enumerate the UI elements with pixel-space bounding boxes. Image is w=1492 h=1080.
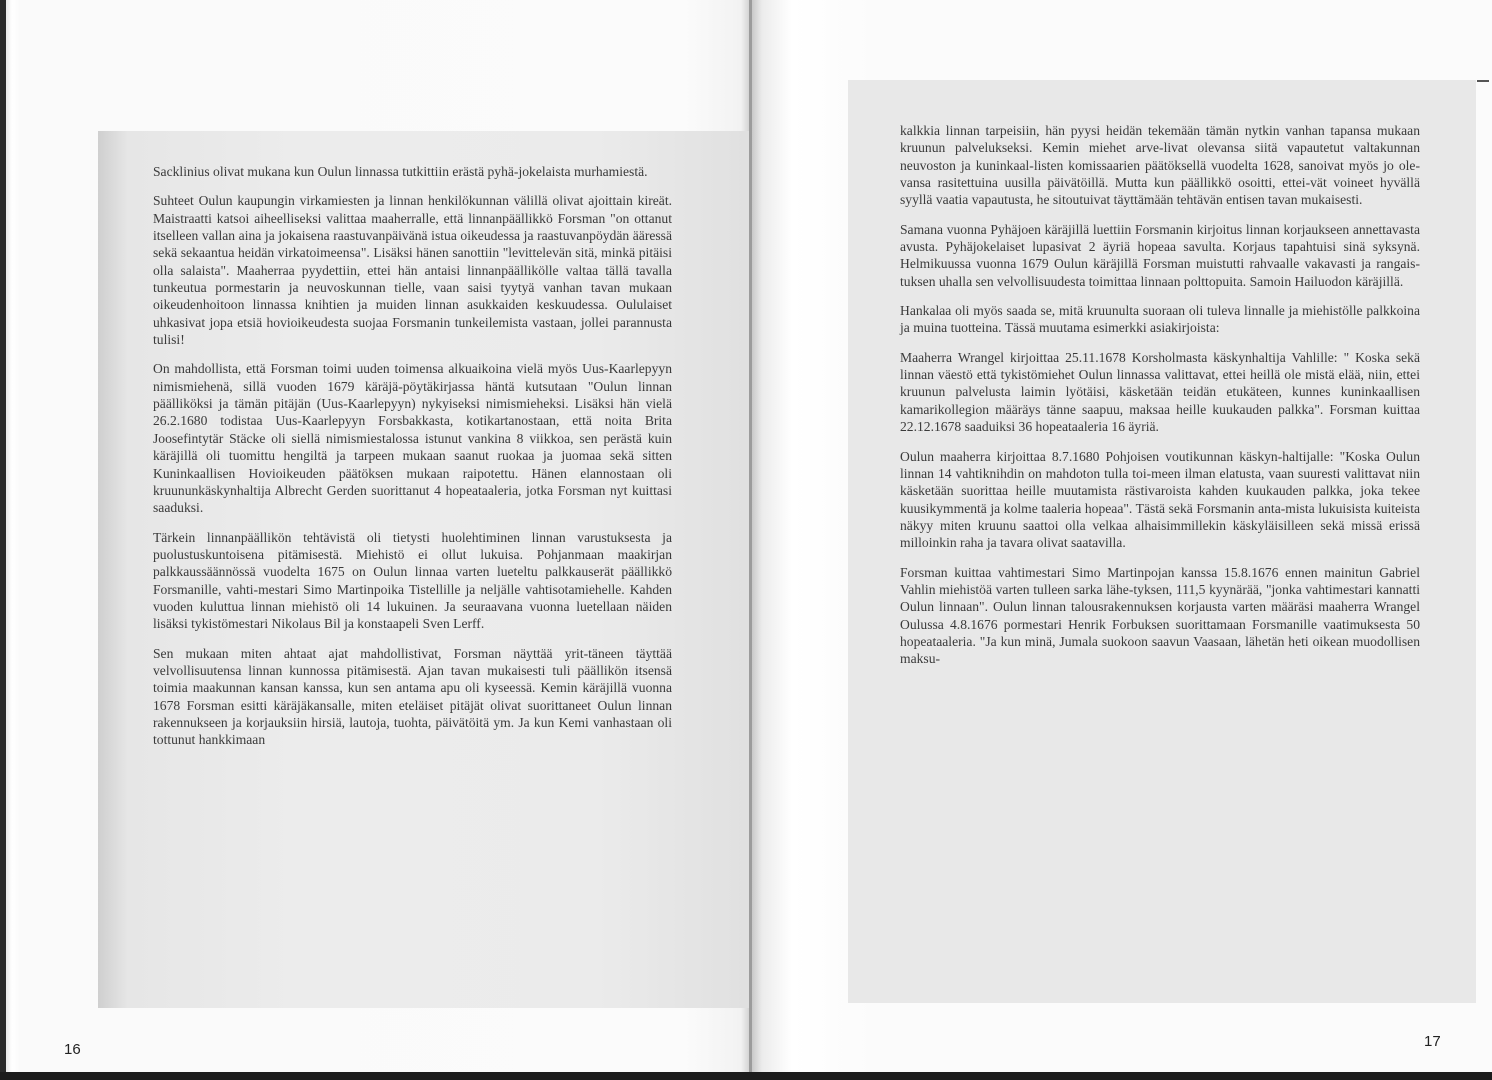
- left-page-text-block: [98, 131, 760, 1008]
- paragraph: Hankalaa oli myös saada se, mitä kruunulta suoraan oli tuleva linnalle ja miehistölle palkkoina ja muina tuotteina. Tässä muutama esimerkki asiakirjoista:: [900, 303, 1420, 336]
- paragraph: Maaherra Wrangel kirjoittaa 25.11.1678 Korsholmasta käskynhaltija Vahlille: " Koska sekä linnan väestö että tykistömiehet Oulun linnassa valittavat, ettei heillä ole mistä elää, niin, ettei kruunun palvelusta laimin lyötäisi, käsketään teidän etukäteen, kunnes kuninkaallisen kamarikollegion määräys tänne saapuu, maksaa heille kuukauden palkka". Forsman kuittaa 22.12.1678 saaduiksi 36 hopeataaleria 16 äyriä.: [900, 349, 1420, 435]
- paragraph: Samana vuonna Pyhäjoen käräjillä luettiin Forsmanin kirjoitus linnan korjaukseen annettavasta avusta. Pyhäjokelaiset lupasivat 2 äyriä hopeaa savulta. Korjaus tapahtuisi sinä syksynä. Helmikuussa vuonna 1679 Oulun käräjillä Forsman muistutti rahvaalle vakavasti ja rangais-tuksen uhalla sen velvollisuudesta toimittaa linnaan polttopuita. Samoin Hailuodon käräjillä.: [900, 221, 1420, 289]
- paragraph: On mahdollista, että Forsman toimi uuden toimensa alkuaikoina vielä myös Uus-Kaarlepyyn nimismiehenä, sillä vuoden 1679 käräjä-pöytäkirjassa häntä kutsutaan "Oulun linnan päälliköksi ja tämän pitäjän (Uus-Kaarlepyyn) nykyiseksi nimismieheksi. Lisäksi hän vielä 26.2.1680 todistaa Uus-Kaarlepyyn Forsbakkasta, kotikartanostaan, että noita Brita Joosefintytär Stäcke oli siellä nimismiestalossa istunut vankina 8 viikkoa, sen perästä kuin käräjillä oli tuomittu hengiltä ja tarpeen mukaan saanut ruokaa ja juomaa sekä sitten Kuninkaallisen Hovioikeuden päätöksen mukaan raipotettu. Hänen elannostaan oli kruununkäskynhaltija Albrecht Gerden suorittanut 4 hopeataaleria, jotka Forsman nyt kuittasi saaduksi.: [153, 361, 672, 516]
- paragraph: Forsman kuittaa vahtimestari Simo Martinpojan kanssa 15.8.1676 ennen mainitun Gabriel Vahlin miehistöä varten tulleen sarka lähe-tyksen, 111,5 kyynärää, "jonka vahtimestari kannatti Oulun linnaan". Oulun linnan talousrakennuksen korjausta varten määräsi maaherra Wrangel Oulussa 4.8.1676 pormestari Henrik Forbuksen suorittamaan Forsmanille vaatimuksesta 50 hopeataaleria. "Ja kun minä, Jumala suokoon saavun Vaasaan, lähetän heti oikean muodollisen maksu-: [900, 564, 1420, 667]
- paragraph: Sacklinius olivat mukana kun Oulun linnassa tutkittiin erästä pyhä-jokelaista murhamiestä.: [153, 164, 648, 179]
- paragraph: Tärkein linnanpäällikön tehtävistä oli tietysti huolehtiminen linnan varustuksesta ja puolustuskuntoisena pitämisestä. Miehistö ei ollut lukuisa. Pohjanmaan maakirjan palkkaussäännössä vuodelta 1675 on Oulun linnaa varten lueteltu palkkauserät päällikkö Forsmanille, vahti-mestari Simo Martinpoika Tistellille ja neljälle vahtisotamiehelle. Kahden vuoden kuluttua linnan miehistö oli 14 lukuinen. Ja seuraavana vuonna luetellaan näiden lisäksi tykistömestari Nikolaus Bil ja konstaapeli Sven Lerff.: [153, 529, 672, 632]
- paragraph: Sen mukaan miten ahtaat ajat mahdollistivat, Forsman näyttää yrit-täneen täyttää velvollisuutensa linnan kunnossa pitämisestä. Ajan tavan mukaisesti tuli päällikön itsensä toimia maakunnan kansan kanssa, kun sen antama apu oli kyseessä. Kemin käräjillä vuonna 1678 Forsman esitti käräjäkansalle, miten eteläiset pitäjät olivat suorittaneet Oulun linnan rakennukseen ja korjauksiin hirsiä, lautoja, tuohta, päivätöitä ym. Ja kun Kemi vanhastaan oli tottunut hankkimaan: [153, 645, 672, 748]
- page-number-left: 16: [64, 1041, 81, 1058]
- paragraph: Oulun maaherra kirjoittaa 8.7.1680 Pohjoisen voutikunnan käskyn-haltijalle: "Koska Oulun linnan 14 vahtiknihdin on mahdoton tulla toi-meen ilman elatusta, vaan suuresti valittavat niin käsketään suorittaa heille muutamista rästivaroista kahden kuukauden palkka, joka tekee kuusikymmentä ja kolme taaleria hopeaa". Tästä sekä Forsmanin anta-mista lukuisista kuiteista näkyy miten kruunu saattoi olla velkaa alhaisimmillekin käskyläisilleen sekä missä erissä milloinkin raha ja tavara olivat saatavilla.: [900, 448, 1420, 551]
- scan-corner-mark: [1477, 80, 1489, 82]
- paragraph: Suhteet Oulun kaupungin virkamiesten ja linnan henkilökunnan välillä olivat ajoittain kireät. Maistraatti katsoi aiheelliseksi valittaa maaherralle, että linnanpäällikkö Forsman "on ottanut itselleen vallan aina ja jokaisena raastuvanpäivänä istua oikeudessa ja raastuvanpöydän ääressä sekä sekaantua heidän virkatoimeensa". Lisäksi hänen sanottiin "levittelevän sitä, minkä pitäisi olla salaista". Maaherraa pyydettiin, ettei hän antaisi linnanpäällikölle valtaa tällä tavalla tunkeutua pormestarin ja neuvoskunnan tielle, vaan saisi tyytyä vanhan tavan mukaan oikeudenhoitoon linnassa knihtien ja muiden linnan asukkaiden keskuudessa. Oululaiset uhkasivat jopa etsiä hovioikeudesta suojaa Forsmanin tunkeilemista vastaan, jollei parannusta tulisi!: [153, 193, 672, 348]
- paragraph: kalkkia linnan tarpeisiin, hän pyysi heidän tekemään tämän nytkin vanhan tapansa mukaan kruunun palvelukseksi. Kemin miehet arve-livat olevansa siitä vapautetut valtakunnan neuvoston ja kuninkaal-listen komissaarien päätöksellä vuodelta 1628, sanoivat myös jo ole-vansa rasitettuina uusilla päivätöillä. Mutta kun päällikkö osoitti, ettei-vät voineet hyvällä syyllä vaatia vapautusta, he sitoutuivat täyttämään tehtävän entisen tavan mukaisesti.: [900, 123, 1420, 208]
- right-page-text-block: [848, 80, 1476, 1003]
- scan-bottom-edge: [0, 1072, 1492, 1080]
- page-number-right: 17: [1424, 1033, 1441, 1050]
